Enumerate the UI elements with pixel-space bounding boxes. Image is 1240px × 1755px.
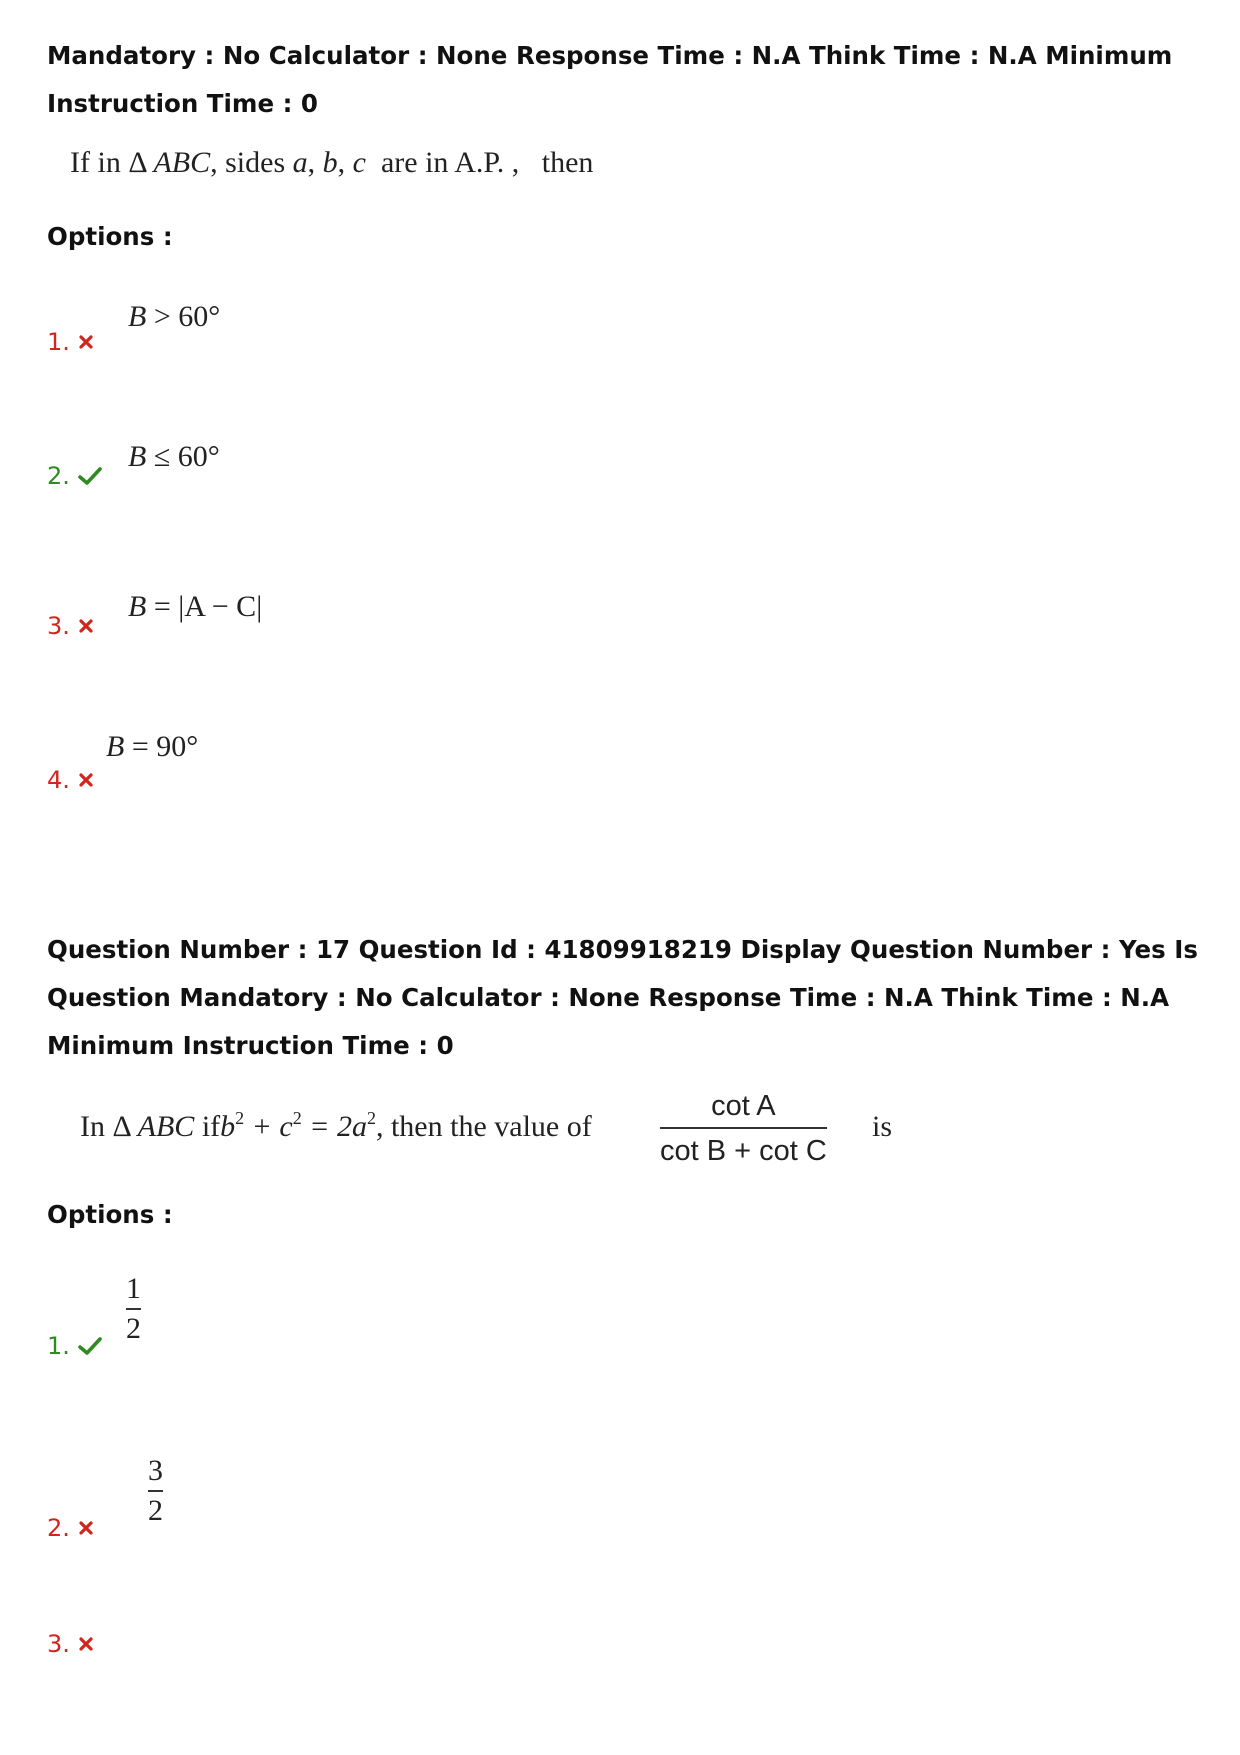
q16-option-1-number: 1.: [47, 328, 94, 356]
q16-option-1-value: B > 60°: [128, 300, 221, 333]
q17-question-text: In Δ ABC $ifb^2 + c^2 = 2a^2$, then the value of: [80, 1108, 592, 1143]
q17-options-label: Options :: [47, 1200, 173, 1229]
q16-option-3-value: B = |A − C|: [128, 590, 263, 623]
q17-option-2-number: 2.: [47, 1514, 94, 1542]
q17-option-3-number: 3.: [47, 1630, 94, 1658]
fraction-bar: [148, 1490, 163, 1492]
fraction-bar: [660, 1127, 827, 1129]
q17-option-2-value: 3 2: [148, 1454, 163, 1527]
q17-question-tail: is: [872, 1110, 893, 1143]
q17-cot-fraction: cot A cot B + cot C: [660, 1090, 827, 1167]
q16-metadata: Mandatory : No Calculator : None Response Time : N.A Think Time : N.A Minimum Instruction Time : 0: [47, 41, 1173, 118]
wrong-mark-icon: [78, 1520, 94, 1536]
correct-mark-icon: [78, 1336, 102, 1356]
q16-option-4-value: B = 90°: [106, 730, 199, 763]
q17-option-1-number: 1.: [47, 1332, 102, 1360]
q16-option-2-value: B ≤ 60°: [128, 440, 220, 473]
wrong-mark-icon: [78, 618, 94, 634]
correct-mark-icon: [78, 466, 102, 486]
wrong-mark-icon: [78, 772, 94, 788]
q16-option-3-number: 3.: [47, 612, 94, 640]
fraction-bar: [126, 1308, 141, 1310]
q17-metadata: Question Number : 17 Question Id : 41809918219 Display Question Number : Yes Is Question Mandatory : No Calculator : None Response Time : N.A Think Time : N.A Minimum Instruction Time : 0: [47, 935, 1198, 1060]
q16-options-label: Options :: [47, 222, 173, 251]
wrong-mark-icon: [78, 1636, 94, 1652]
q16-option-4-number: 4.: [47, 766, 94, 794]
q16-option-2-number: 2.: [47, 462, 102, 490]
q16-question-text: If in Δ ABC, sides a, b, c are in A.P. , then: [70, 146, 594, 179]
q17-option-1-value: 1 2: [126, 1272, 141, 1345]
wrong-mark-icon: [78, 334, 94, 350]
